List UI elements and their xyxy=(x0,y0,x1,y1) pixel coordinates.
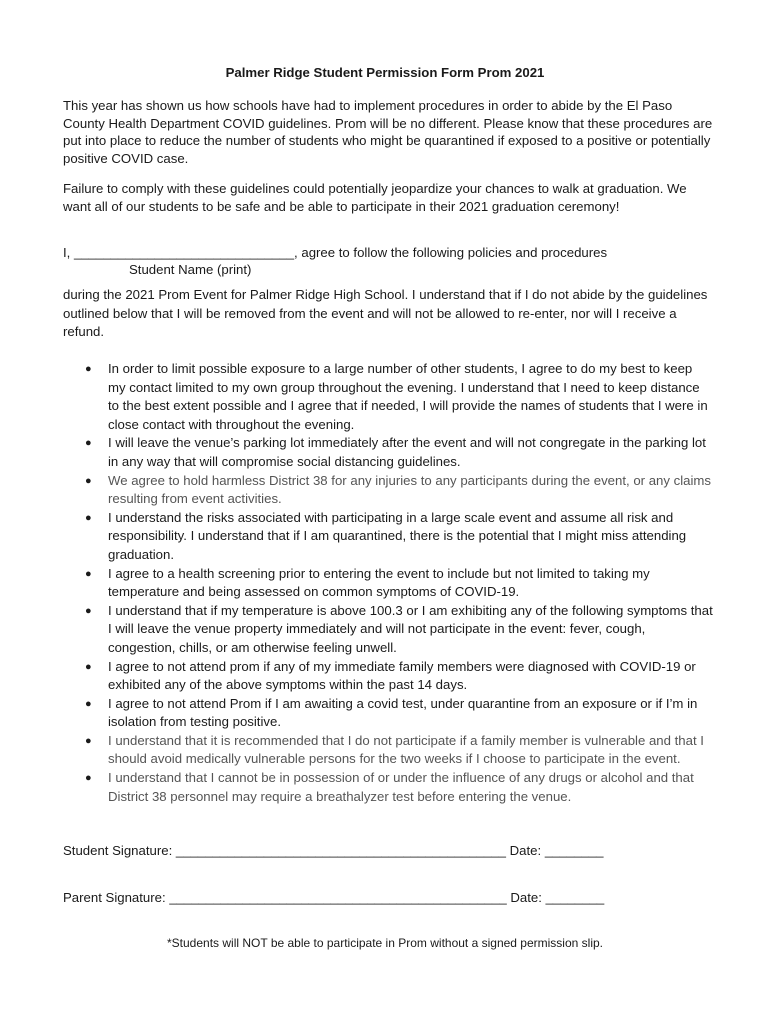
bullet-icon: ● xyxy=(85,474,92,487)
list-item xyxy=(63,565,713,602)
policy-text: In order to limit possible exposure to a large number of other students, I agree to do my best to keep my contact limited to my own group throughout the evening. I understand that I need to keep distance to the best extent possible and I agree that if needed, I will provide the names of students that I were in close contact with throughout the evening. xyxy=(108,361,708,432)
intro-paragraph: This year has shown us how schools have had to implement procedures in order to abide by the El Paso County Health Department COVID guidelines. Prom will be no different. Please know that these procedures are put into place to reduce the number of students who might be quarantined if exposed to a positive or potentially positive COVID case. xyxy=(63,98,713,166)
bullet-icon: ● xyxy=(85,660,92,673)
student-signature-field[interactable]: _____________________________________________ xyxy=(175,843,506,858)
student-date-label: Date: xyxy=(509,843,542,858)
student-signature-label: Student Signature: xyxy=(63,843,173,858)
parent-signature-line xyxy=(63,890,604,905)
policy-text: I understand the risks associated with participating in a large scale event and assume all risk and responsibility. I understand that if I am quarantined, there is the potential that I might miss attending graduation. xyxy=(108,509,687,562)
list-item xyxy=(63,472,713,509)
bullet-icon: ● xyxy=(85,567,92,580)
bullet-icon: ● xyxy=(85,363,92,375)
policy-text: I understand that if my temperature is above 100.3 or I am exhibiting any of the following symptoms that I will leave the venue property immediately and will not participate in the event: fever, cough, congestion, chills, or am otherwise feeling unwell. xyxy=(108,602,713,655)
policy-text: I agree to not attend prom if any of my immediate family members were diagnosed with COVID-19 or exhibited any of the above symptoms within the past 14 days. xyxy=(108,658,696,693)
list-item xyxy=(63,509,713,565)
bullet-icon: ● xyxy=(85,772,92,785)
student-signature-line xyxy=(63,843,604,858)
agreement-line xyxy=(63,245,607,260)
list-item xyxy=(63,360,713,434)
student-date-field[interactable]: ________ xyxy=(544,843,604,858)
bullet-icon: ● xyxy=(85,437,92,450)
agreement-prefix: I, xyxy=(63,245,74,260)
policy-text: I understand that I cannot be in possession of or under the influence of any drugs or alcohol and that District 38 personnel may require a breathalyzer test before entering the venue. xyxy=(108,770,694,804)
footnote: *Students will NOT be able to participate in Prom without a signed permission slip. xyxy=(167,936,603,950)
agreement-continuation: during the 2021 Prom Event for Palmer Ridge High School. I understand that if I do not abide by the guidelines outlined below that I will be removed from the event and will not be allowed to re-enter, nor will I receive a refund. xyxy=(63,287,708,339)
bullet-icon: ● xyxy=(85,604,92,617)
form-title: Palmer Ridge Student Permission Form Prom 2021 xyxy=(225,65,545,80)
agreement-suffix: , agree to follow the following policies and procedures xyxy=(294,245,608,260)
parent-signature-field[interactable]: ______________________________________________ xyxy=(169,890,507,905)
student-name-caption: Student Name (print) xyxy=(129,262,252,277)
policy-text: I agree to a health screening prior to entering the event to include but not limited to taking my temperature and being assessed on common symptoms of COVID-19. xyxy=(108,565,650,600)
parent-signature-label: Parent Signature: xyxy=(63,890,166,905)
list-item xyxy=(63,602,713,658)
policy-text: I understand that it is recommended that I do not participate if a family member is vulnerable and that I should avoid medically vulnerable persons for the two weeks if I choose to participate in the event. xyxy=(108,732,704,767)
policy-list xyxy=(63,360,713,806)
list-item xyxy=(63,695,713,732)
list-item xyxy=(63,732,713,769)
policy-text: We agree to hold harmless District 38 for any injuries to any participants during the event, or any claims resulting from event activities. xyxy=(108,472,712,507)
policy-text: I agree to not attend Prom if I am awaiting a covid test, under quarantine from an exposure or if I’m in isolation from testing positive. xyxy=(108,695,698,730)
bullet-icon: ● xyxy=(85,511,92,524)
parent-date-label: Date: xyxy=(510,890,542,905)
list-item xyxy=(63,434,713,471)
list-item xyxy=(63,658,713,695)
parent-date-field[interactable]: ________ xyxy=(545,890,605,905)
bullet-icon: ● xyxy=(85,697,92,710)
list-item xyxy=(63,769,713,806)
bullet-icon: ● xyxy=(85,734,92,747)
policy-text: I will leave the venue’s parking lot immediately after the event and will not congregate in the parking lot in any way that will compromise social distancing guidelines. xyxy=(108,435,706,469)
student-name-blank[interactable]: ______________________________ xyxy=(74,245,295,260)
warning-paragraph: Failure to comply with these guidelines could potentially jeopardize your chances to walk at graduation. We want all of our students to be safe and be able to participate in their 2021 graduation ceremony! xyxy=(63,181,687,214)
